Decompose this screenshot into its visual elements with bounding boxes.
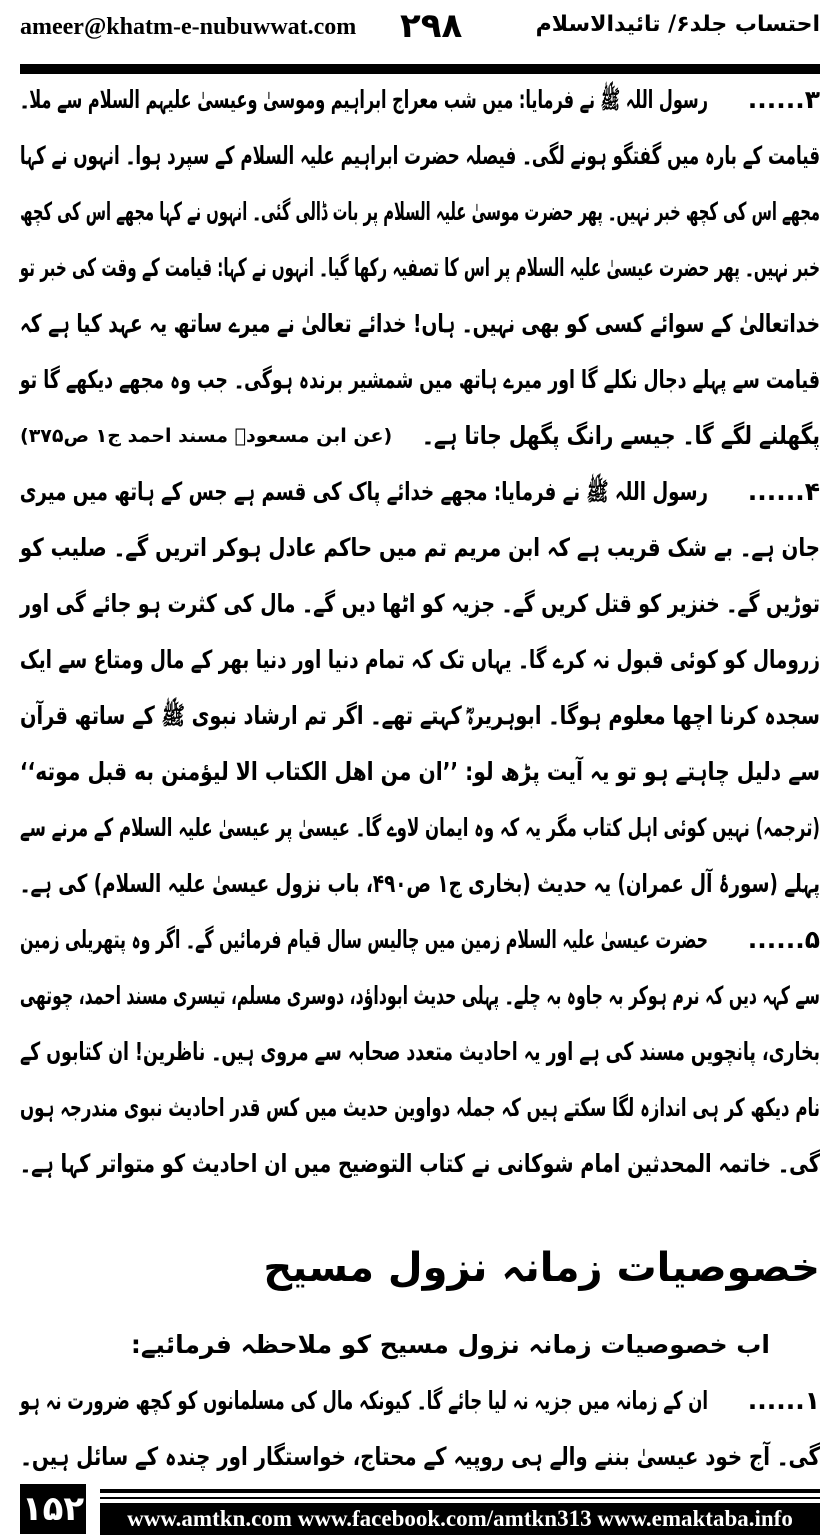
text-line [20, 1320, 770, 1370]
line-text: زرومال کو کوئی قبول نہ کرے گا۔ یہاں تک کہ تمام دنیا اور دنیا بھر کے مال ومتاع سے ایک [19, 645, 821, 674]
line-text: رسول اللہ ﷺ نے فرمایا: میں شب معراج ابراہیم وموسیٰ وعیسیٰ علیہم السلام سے ملا۔ [19, 85, 708, 114]
footer-page-number: ۱۵۲ [20, 1484, 86, 1534]
line-text: اب خصوصیات زمانہ نزول مسیح کو ملاحظہ فرمائیے: [130, 1330, 770, 1359]
text-line [20, 355, 820, 405]
line-text: بخاری، پانچویں مسند کی ہے اور یہ احادیث متعدد صحابہ سے مروی ہیں۔ ناظرین! ان کتابوں کے [20, 1037, 820, 1066]
line-text: قیامت سے پہلے دجال نکلے گا اور میرے ہاتھ میں شمشیر برندہ ہوگی۔ جب وہ مجھے دیکھے گا تو [19, 365, 821, 394]
item-number: ۳...... [747, 85, 820, 114]
section-heading: خصوصیات زمانہ نزول مسیح [263, 1245, 820, 1291]
text-line [20, 299, 820, 349]
text-line [20, 915, 820, 965]
text-line [20, 75, 820, 125]
line-text: ان کے زمانہ میں جزیہ نہ لیا جائے گا۔ کیونکہ مال کی مسلمانوں کو کچھ ضرورت نہ ہو [19, 1386, 708, 1415]
line-text: خداتعالیٰ کے سوائے کسی کو بھی نہیں۔ ہاں! خدائے تعالیٰ نے میرے ساتھ یہ عہد کیا ہے کہ [19, 309, 821, 338]
line-text: مجھے اس کی کچھ خبر نہیں۔ پھر حضرت موسیٰ علیہ السلام پر بات ڈالی گئی۔ انہوں نے کہا مجھے اس کی کچھ [20, 197, 820, 226]
header-book-title: احتساب جلد۶/ تائیدالاسلام [535, 12, 820, 37]
text-line [20, 803, 820, 853]
line-text: گی۔ آج خود عیسیٰ بننے والے ہی روپیہ کے محتاج، خواستگار اور چندہ کے سائل ہیں۔ [20, 1442, 820, 1471]
text-line [20, 411, 820, 461]
header-page-number: ۲۹۸ [400, 6, 463, 46]
text-line [20, 691, 820, 741]
citation: (عن ابن مسعودؓ مسند احمد ج۱ ص۳۷۵) [20, 425, 393, 447]
text-line [20, 635, 820, 685]
text-line [20, 1376, 820, 1426]
line-text: رسول اللہ ﷺ نے فرمایا: مجھے خدائے پاک کی قسم ہے جس کے ہاتھ میں میری [19, 477, 708, 506]
line-text: نام دیکھ کر ہی اندازہ لگا سکتے ہیں کہ جملہ دواوین حدیث میں کس قدر احادیث نبوی مندرجہ ہوں [20, 1093, 820, 1122]
item-number: ۴...... [747, 477, 820, 506]
line-text: قیامت کے بارہ میں گفتگو ہونے لگی۔ فیصلہ حضرت ابراہیم علیہ السلام کے سپرد ہوا۔ انہوں نے کہا [19, 141, 821, 170]
text-line [20, 1027, 820, 1077]
text-line [20, 579, 820, 629]
line-text: گی۔ خاتمہ المحدثین امام شوکانی نے کتاب التوضیح میں ان احادیث کو متواتر کہا ہے۔ [19, 1149, 820, 1178]
item-number: ۱...... [747, 1386, 820, 1415]
text-line [20, 971, 820, 1021]
text-line [20, 1139, 820, 1189]
header-divider [20, 64, 820, 74]
text-line [20, 131, 820, 181]
text-line [20, 523, 820, 573]
footer-divider [100, 1497, 820, 1499]
text-line [20, 747, 820, 797]
footer-divider [100, 1489, 820, 1493]
line-text: سے کہہ دیں کہ نرم ہوکر بہ جاوہ بہ چلے۔ پہلی حدیث ابوداؤد، دوسری مسلم، تیسری مسند احمد، چوتھی [19, 981, 820, 1010]
line-text: (ترجمہ) نہیں کوئی اہل کتاب مگر یہ کہ وہ ایمان لاوے گا۔ عیسیٰ پر عیسیٰ علیہ السلام کے مرنے سے [19, 813, 820, 842]
line-text: پگھلنے لگے گا۔ جیسے رانگ پگھل جاتا ہے۔ [422, 421, 820, 450]
line-text: توڑیں گے۔ خنزیر کو قتل کریں گے۔ جزیہ کو اٹھا دیں گے۔ مال کی کثرت ہو جائے گی اور [20, 589, 820, 618]
line-text: سجدہ کرنا اچھا معلوم ہوگا۔ ابوہریرہؓ کہتے تھے۔ اگر تم ارشاد نبوی ﷺ کے ساتھ قرآن [20, 701, 820, 730]
header-email: ameer@khatm-e-nubuwwat.com [20, 14, 357, 40]
line-text: پہلے (سورۂ آل عمران) یہ حدیث (بخاری ج۱ ص۴۹۰، باب نزول عیسیٰ علیہ السلام) کی ہے۔ [19, 869, 820, 898]
line-text: حضرت عیسیٰ علیہ السلام زمین میں چالیس سال قیام فرمائیں گے۔ اگر وہ پتھریلی زمین [19, 925, 708, 954]
text-line [20, 1083, 820, 1133]
page-header [20, 6, 820, 52]
footer-links: www.amtkn.com www.facebook.com/amtkn313 www.emaktaba.info [100, 1503, 820, 1535]
line-text: خبر نہیں۔ پھر حضرت عیسیٰ علیہ السلام پر اس کا تصفیہ رکھا گیا۔ انہوں نے کہا: قیامت کے وقت کی خبر تو [19, 253, 820, 282]
item-number: ۵...... [747, 925, 820, 954]
text-line [20, 859, 820, 909]
line-text: جان ہے۔ بے شک قریب ہے کہ ابن مریم تم میں حاکم عادل ہوکر اتریں گے۔ صلیب کو [19, 533, 821, 562]
text-line [20, 243, 820, 293]
text-line [20, 1432, 820, 1482]
text-line [20, 187, 820, 237]
text-line [20, 467, 820, 517]
line-text: سے دلیل چاہتے ہو تو یہ آیت پڑھ لو: ’’ان من اهل الکتاب الا لیؤمنن به قبل موته‘‘ [19, 757, 821, 786]
